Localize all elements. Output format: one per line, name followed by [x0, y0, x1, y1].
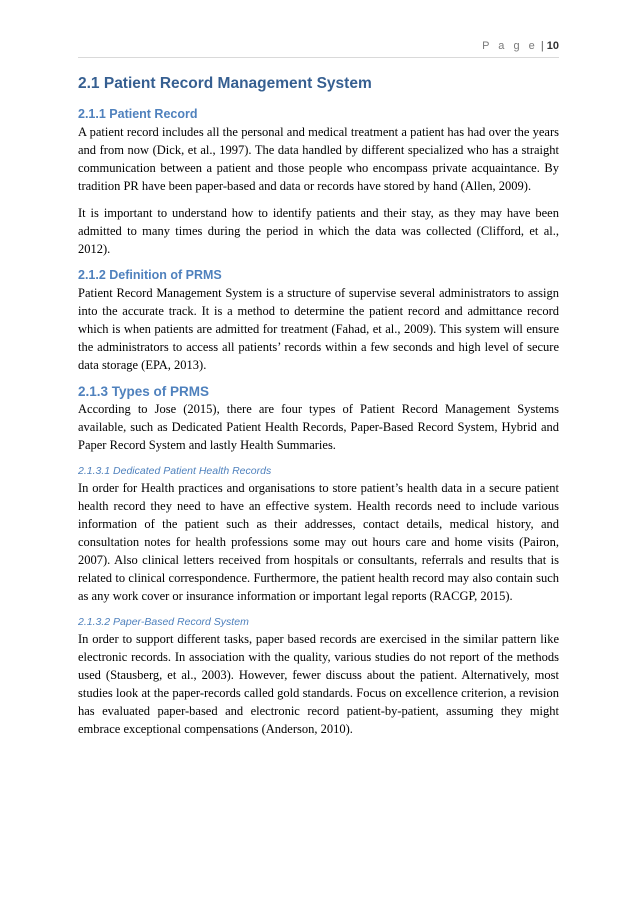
- header-separator: |: [540, 40, 544, 52]
- paragraph: It is important to understand how to identify patients and their stay, as they may have been admitted to many times during the period in which the data was collected (Clifford, et al., 2012).: [78, 206, 559, 256]
- subsection-heading-patient-record: 2.1.1 Patient Record: [78, 107, 198, 121]
- page-number: 10: [546, 40, 559, 52]
- section-title: 2.1 Patient Record Management System: [78, 75, 372, 92]
- page-header: [482, 40, 559, 52]
- subsubsection-heading-paper-based: 2.1.3.2 Paper-Based Record System: [78, 616, 249, 628]
- subsection-heading-definition: 2.1.2 Definition of PRMS: [78, 268, 222, 282]
- paragraph: In order to support different tasks, paper based records are exercised in the similar pattern like electronic records. In association with the quality, various studies do not report of the methods used (Stausberg, et al., 2003). However, fewer discuss about the patient. Alternatively, most studies look at the paper-records called gold standards. Focus on excellence criterion, a revision has evaluated paper-based and electronic record patient-by-patient, assuming they might embrace exceptional compensations (Anderson, 2010).: [78, 632, 559, 736]
- paragraph: A patient record includes all the personal and medical treatment a patient has had over the years and from now (Dick, et al., 1997). The data handled by different specialized who has a straight communication between a patient and those people who encompass private acquaintance. By tradition PR have been paper-based and data or records have stored by hand (Allen, 2009).: [78, 125, 559, 193]
- paragraph: Patient Record Management System is a structure of supervise several administrators to assign into the accurate track. It is a method to determine the patient record and admittance record which is when patients are admitted for treatment (Fahad, et al., 2009). This system will ensure the administrators to access all patients’ records within a few seconds and high level of secure data storage (EPA, 2013).: [78, 286, 559, 372]
- header-divider: [78, 57, 559, 58]
- page-label: P a g e: [482, 40, 538, 52]
- subsubsection-heading-dedicated: 2.1.3.1 Dedicated Patient Health Records: [78, 465, 272, 477]
- subsection-heading-types: 2.1.3 Types of PRMS: [78, 384, 210, 399]
- document-body: [78, 74, 559, 747]
- paragraph: In order for Health practices and organisations to store patient’s health data in a secure patient health record they need to have an effective system. Health records need to include various information of the patient such as their addresses, contact details, medical history, and consultation notes for health professions some may out hours care and home visits (Pairon, 2007). Also clinical letters received from hospitals or consultants, referrals and results that is related to clinical correspondence. Furthermore, the patient health record may also contain such as any work cover or insurance information or important legal reports (RACGP, 2015).: [78, 481, 559, 603]
- paragraph: According to Jose (2015), there are four types of Patient Record Management Systems available, such as Dedicated Patient Health Records, Paper-Based Record System, Hybrid and Paper Record System and lastly Health Summaries.: [78, 402, 559, 452]
